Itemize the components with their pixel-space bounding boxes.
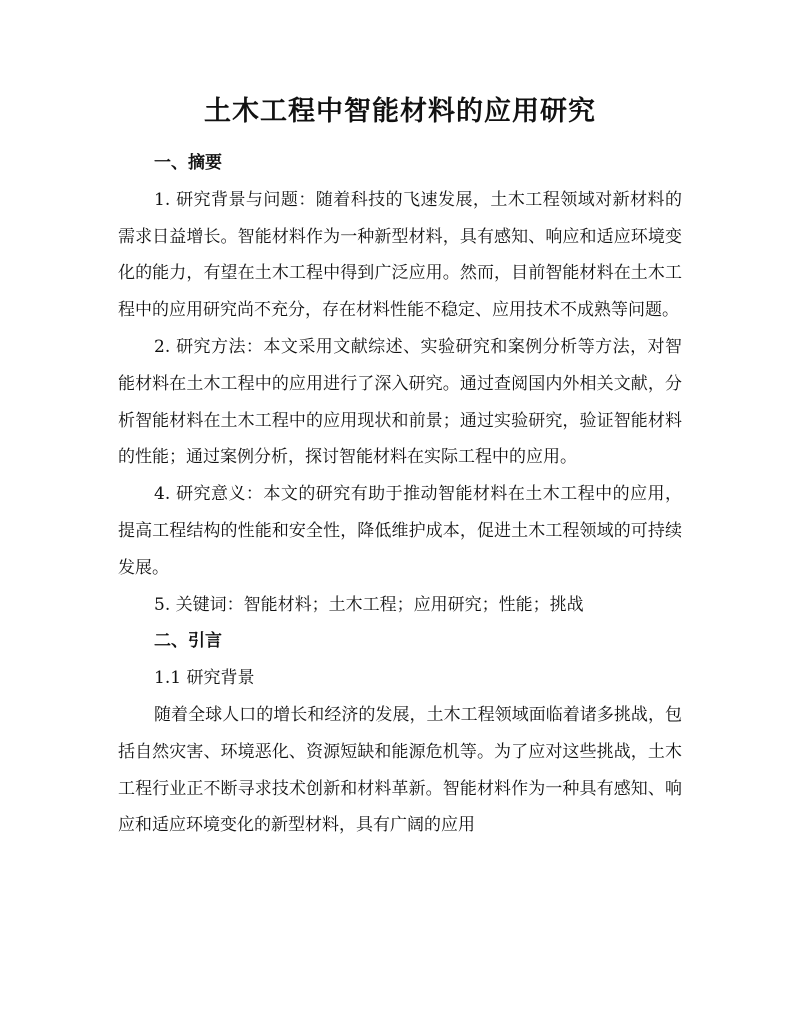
intro-paragraph: 随着全球人口的增长和经济的发展，土木工程领域面临着诸多挑战，包括自然灾害、环境恶化、资源短缺和能源危机等。为了应对这些挑战，土木工程行业正不断寻求技术创新和材料革新。智能材料作为一种具有感知、响应和适应环境变化的新型材料，具有广阔的应用	[118, 704, 682, 836]
abstract-heading: 一、摘要	[154, 153, 222, 173]
abstract-item-significance: 4. 研究意义：本文的研究有助于推动智能材料在土木工程中的应用，提高工程结构的性能和安全性，降低维护成本，促进土木工程领域的可持续发展。	[118, 484, 682, 578]
intro-subheading: 1.1 研究背景	[154, 668, 255, 689]
abstract-item-keywords: 5. 关键词：智能材料；土木工程；应用研究；性能；挑战	[154, 594, 584, 615]
abstract-item-background: 1. 研究背景与问题：随着科技的飞速发展，土木工程领域对新材料的需求日益增长。智能材料作为一种新型材料，具有感知、响应和适应环境变化的能力，有望在土木工程中得到广泛应用。然而，目前智能材料在土木工程中的应用研究尚不充分，存在材料性能不稳定、应用技术不成熟等问题。	[118, 189, 682, 321]
document-body	[118, 145, 682, 844]
abstract-item-methods: 2. 研究方法：本文采用文献综述、实验研究和案例分析等方法，对智能材料在土木工程中的应用进行了深入研究。通过查阅国内外相关文献，分析智能材料在土木工程中的应用现状和前景；通过实验研究，验证智能材料的性能；通过案例分析，探讨智能材料在实际工程中的应用。	[118, 336, 682, 468]
document-title: 土木工程中智能材料的应用研究	[204, 96, 596, 127]
intro-heading: 二、引言	[154, 631, 222, 652]
